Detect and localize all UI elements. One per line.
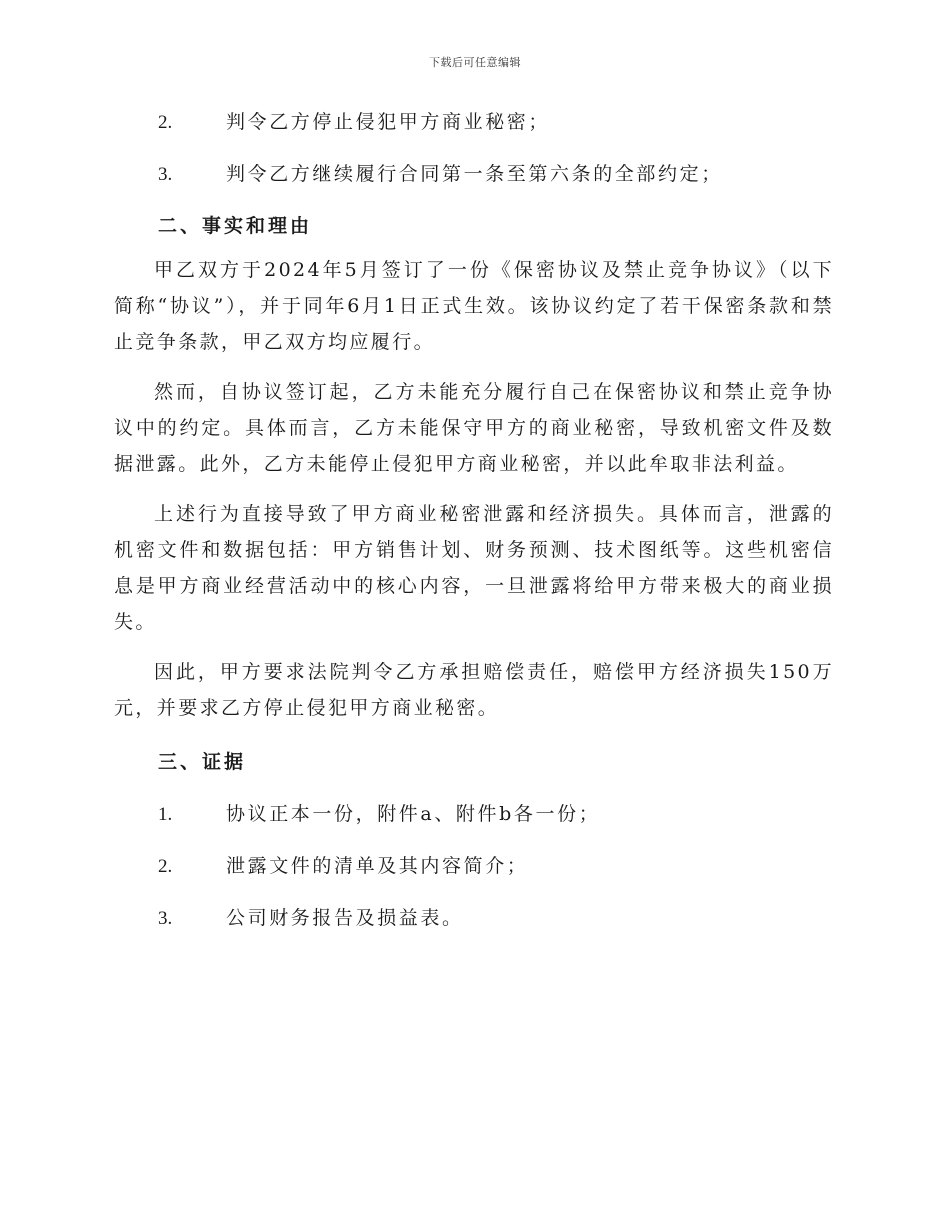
- claim-number: 3.: [158, 164, 173, 185]
- claim-text: 判令乙方停止侵犯甲方商业秘密；: [226, 111, 551, 133]
- section-heading-facts: 二、事实和理由: [158, 215, 313, 237]
- section-heading-evidence: 三、证据: [158, 751, 247, 773]
- evidence-item: [114, 800, 834, 828]
- facts-paragraph: 甲乙双方于2024年5月签订了一份《保密协议及禁止竞争协议》（以下简称“协议”），并于同年6月1日正式生效。该协议约定了若干保密条款和禁止竞争条款，甲乙双方均应履行。: [114, 259, 834, 353]
- evidence-number: 1.: [158, 804, 173, 825]
- facts-paragraph: 然而，自协议签订起，乙方未能充分履行自己在保密协议和禁止竞争协议中的约定。具体而言，乙方未能保守甲方的商业秘密，导致机密文件及数据泄露。此外，乙方未能停止侵犯甲方商业秘密，并以此牟取非法利益。: [114, 381, 834, 475]
- claim-item: [114, 160, 834, 188]
- claim-number: 2.: [158, 112, 173, 133]
- evidence-item: [114, 852, 834, 880]
- evidence-text: 公司财务报告及损益表。: [226, 907, 464, 929]
- evidence-number: 3.: [158, 908, 173, 929]
- evidence-text: 泄露文件的清单及其内容简介；: [226, 855, 529, 877]
- facts-paragraph: 上述行为直接导致了甲方商业秘密泄露和经济损失。具体而言，泄露的机密文件和数据包括：甲方销售计划、财务预测、技术图纸等。这些机密信息是甲方商业经营活动中的核心内容，一旦泄露将给甲方带来极大的商业损失。: [114, 503, 834, 633]
- page-header: 下载后可任意编辑: [429, 56, 521, 69]
- evidence-text: 协议正本一份，附件a、附件b各一份；: [226, 803, 601, 825]
- document-body: [114, 108, 834, 932]
- claim-item: [114, 108, 834, 136]
- evidence-item: [114, 904, 834, 932]
- evidence-number: 2.: [158, 856, 173, 877]
- facts-paragraph: 因此，甲方要求法院判令乙方承担赔偿责任，赔偿甲方经济损失150万元，并要求乙方停止侵犯甲方商业秘密。: [114, 661, 834, 719]
- claim-text: 判令乙方继续履行合同第一条至第六条的全部约定；: [226, 163, 723, 185]
